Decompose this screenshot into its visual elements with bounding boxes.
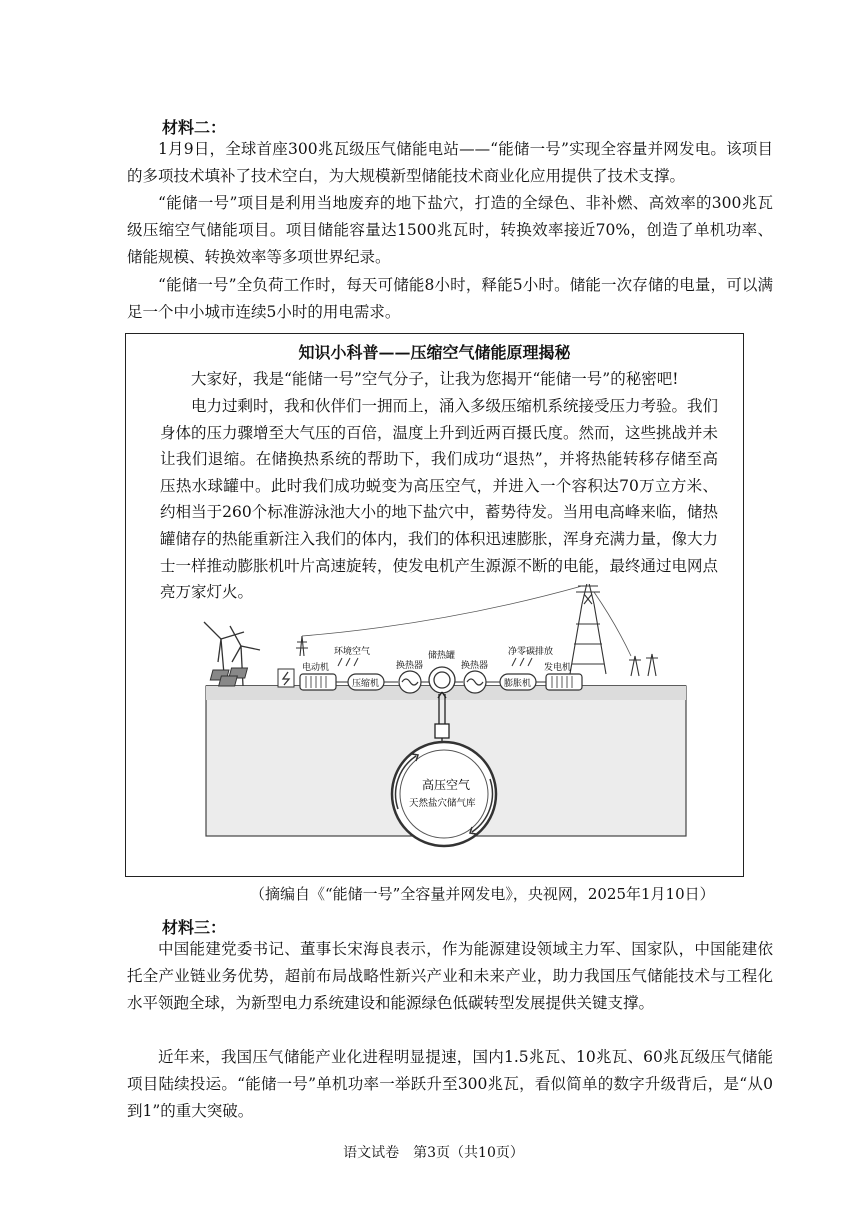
- material2-paragraph-3: “能储一号”全负荷工作时，每天可储能8小时，释能5小时。储能一次存储的电量，可以满足一个中小城市连续5小时的用电需求。: [127, 276, 773, 321]
- motor-icon: [300, 674, 336, 690]
- label-heat-storage-tank: 储热罐: [428, 651, 456, 661]
- material2-paragraph-2: “能储一号”项目是利用当地废弃的地下盐穴，打造的全绿色、非补燃、高效率的300兆瓦级压缩空气储能项目。项目储能容量达1500兆瓦时，转换效率接近70%，创造了单机功率、储能规模、转换效率等多项世界纪录。: [127, 194, 773, 266]
- salt-cavern-icon: [392, 742, 496, 846]
- label-ambient-air: 环境空气: [334, 647, 371, 657]
- material3-paragraph-2: 近年来，我国压气储能产业化进程明显提速，国内1.5兆瓦、10兆瓦、60兆瓦级压气储能项目陆续投运。“能储一号”单机功率一举跃升至300兆瓦，看似简单的数字升级背后，是“从0到1”的重大突破。: [127, 1048, 773, 1120]
- label-compressor: 压缩机: [352, 679, 380, 689]
- sidebar-paragraph-2: 电力过剩时，我和伙伴们一拥而上，涌入多级压缩机系统接受压力考验。我们身体的压力骤增至大气压的百倍，温度上升到近两百摄氏度。然而，这些挑战并未让我们退缩。在储换热系统的帮助下，我们成功“退热”，并将热能转移存储至高压热水球罐中。此时我们成功蜕变为高压空气，并进入一个容积达70万立方米、约相当于260个标准游泳池大小的地下盐穴中，蓄势待发。当用电高峰来临，储热罐储存的热能重新注入我们的体内，我们的体积迅速膨胀，浑身充满力量，像大力士一样推动膨胀机叶片高速旋转，使发电机产生源源不断的电能，最终通过电网点亮万家灯火。: [160, 397, 719, 602]
- compressed-air-storage-diagram: [126, 584, 742, 874]
- heat-exchanger-2-icon: [464, 671, 486, 693]
- material2-paragraph-1: 1月9日，全球首座300兆瓦级压气储能电站——“能储一号”实现全容量并网发电。该项目的多项技术填补了技术空白，为大规模新型储能技术商业化应用提供了技术支撑。: [127, 140, 773, 185]
- label-motor: 电动机: [302, 663, 330, 673]
- page-footer: 语文试卷 第3页（共10页）: [343, 1145, 524, 1161]
- material3-paragraph-1: 中国能建党委书记、董事长宋海良表示，作为能源建设领域主力军、国家队，中国能建依托全产业链业务优势，超前布局战略性新兴产业和未来产业，助力我国压气储能技术与工程化水平领跑全球，为新型电力系统建设和能源绿色低碳转型发展提供关键支撑。: [127, 940, 773, 1012]
- label-generator: 发电机: [544, 663, 572, 673]
- label-heat-exchanger-1: 换热器: [396, 661, 424, 671]
- material3-heading: 材料三：: [162, 918, 227, 937]
- compressor-icon: [348, 674, 384, 690]
- label-expander: 膨胀机: [504, 679, 532, 689]
- heat-storage-tank-icon: [429, 667, 455, 693]
- expander-icon: [500, 674, 536, 690]
- material2-heading: 材料二：: [162, 118, 227, 137]
- exhaust-arrows-icon: [512, 658, 532, 666]
- source-citation: （摘编自《“能储一号”全容量并网发电》，央视网，2025年1月10日）: [250, 885, 715, 903]
- sidebar-title: 知识小科普——压缩空气储能原理揭秘: [298, 343, 571, 362]
- generator-icon: [546, 674, 582, 690]
- heat-exchanger-1-icon: [399, 671, 421, 693]
- air-intake-arrows-icon: [338, 658, 358, 666]
- science-sidebar-box: [125, 333, 744, 877]
- label-zero-carbon: 净零碳排放: [508, 647, 554, 657]
- solar-panel-icon: [210, 668, 247, 686]
- power-converter-icon: [278, 669, 294, 687]
- label-high-pressure-air: 高压空气: [422, 778, 471, 792]
- sidebar-paragraph-1: 大家好，我是“能储一号”空气分子，让我为您揭开“能储一号”的秘密吧!: [191, 370, 679, 388]
- label-salt-cavern: 天然盐穴储气库: [409, 798, 476, 809]
- label-heat-exchanger-2: 换热器: [461, 661, 489, 671]
